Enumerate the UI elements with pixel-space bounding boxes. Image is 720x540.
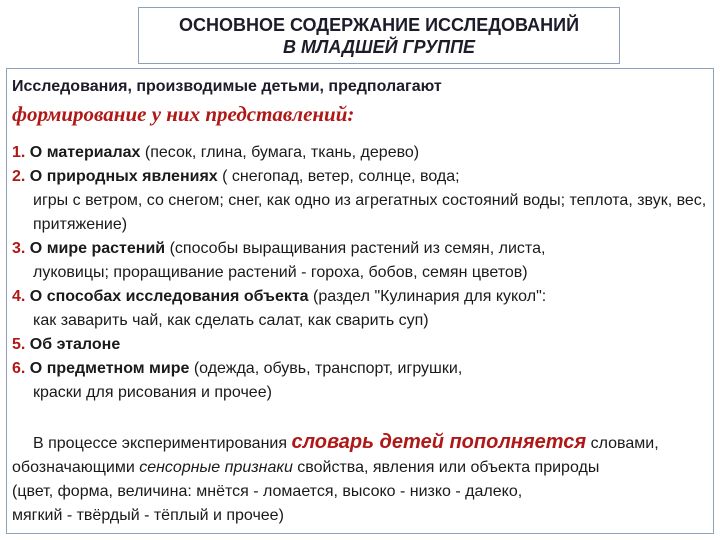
- item-detail: (способы выращивания растений из семян, листа,: [165, 240, 546, 257]
- paragraph-line: [12, 456, 712, 480]
- item-title: О природных явлениях: [29, 168, 218, 185]
- intro-text: Исследования, производимые детьми, предполагают: [12, 78, 442, 95]
- item-continuation: луковицы; проращивание растений - гороха, бобов, семян цветов): [33, 264, 528, 281]
- item-number: 6.: [12, 360, 26, 377]
- paragraph-line: (цвет, форма, величина: мнётся - ломается, высоко - низко - далеко,: [12, 483, 523, 500]
- item-continuation: как заварить чай, как сделать салат, как сварить суп): [33, 312, 429, 329]
- item-detail: (песок, глина, бумага, ткань, дерево): [140, 144, 420, 161]
- title-line-1: ОСНОВНОЕ СОДЕРЖАНИЕ ИССЛЕДОВАНИЙ: [178, 15, 580, 35]
- summary-paragraph: [12, 430, 712, 528]
- item-title: О мире растений: [29, 240, 166, 257]
- item-continuation: игры с ветром, со снегом; снег, как одно из агрегатных состояний воды; теплота, звук, вес, притяжение): [33, 192, 707, 233]
- item-title: О предметном мире: [29, 360, 190, 377]
- item-detail: (раздел "Кулинария для кукол":: [308, 288, 547, 305]
- list-item: [12, 165, 712, 237]
- item-detail: ( снегопад, ветер, солнце, вода;: [217, 168, 460, 185]
- title-box: [138, 7, 620, 64]
- paragraph-text: обозначающими: [12, 459, 140, 476]
- paragraph-text: свойства, явления или объекта природы: [292, 459, 600, 476]
- item-continuation: краски для рисования и прочее): [33, 384, 272, 401]
- list-item: [12, 141, 712, 165]
- item-title: О материалах: [29, 144, 141, 161]
- highlight-text: словарь детей пополняется: [291, 431, 587, 453]
- list-item: [12, 333, 712, 357]
- item-title: О способах исследования объекта: [29, 288, 309, 305]
- item-detail: (одежда, обувь, транспорт, игрушки,: [189, 360, 463, 377]
- paragraph-text: В процессе экспериментирования: [33, 435, 292, 452]
- item-number: 5.: [12, 336, 26, 353]
- paragraph-line: мягкий - твёрдый - тёплый и прочее): [12, 507, 284, 524]
- list-item: [12, 357, 712, 405]
- title-line-2: В МЛАДШЕЙ ГРУППЕ: [282, 37, 476, 57]
- item-number: 2.: [12, 168, 26, 185]
- emphasis-text: сенсорные признаки: [139, 459, 293, 476]
- list-item: [12, 237, 712, 285]
- subheading: формирование у них представлений:: [12, 102, 355, 126]
- item-number: 3.: [12, 240, 26, 257]
- item-number: 1.: [12, 144, 26, 161]
- paragraph-line: [12, 430, 712, 456]
- topics-list: [12, 141, 712, 405]
- paragraph-text: словами,: [586, 435, 659, 452]
- item-number: 4.: [12, 288, 26, 305]
- list-item: [12, 285, 712, 333]
- item-title: Об эталоне: [29, 336, 121, 353]
